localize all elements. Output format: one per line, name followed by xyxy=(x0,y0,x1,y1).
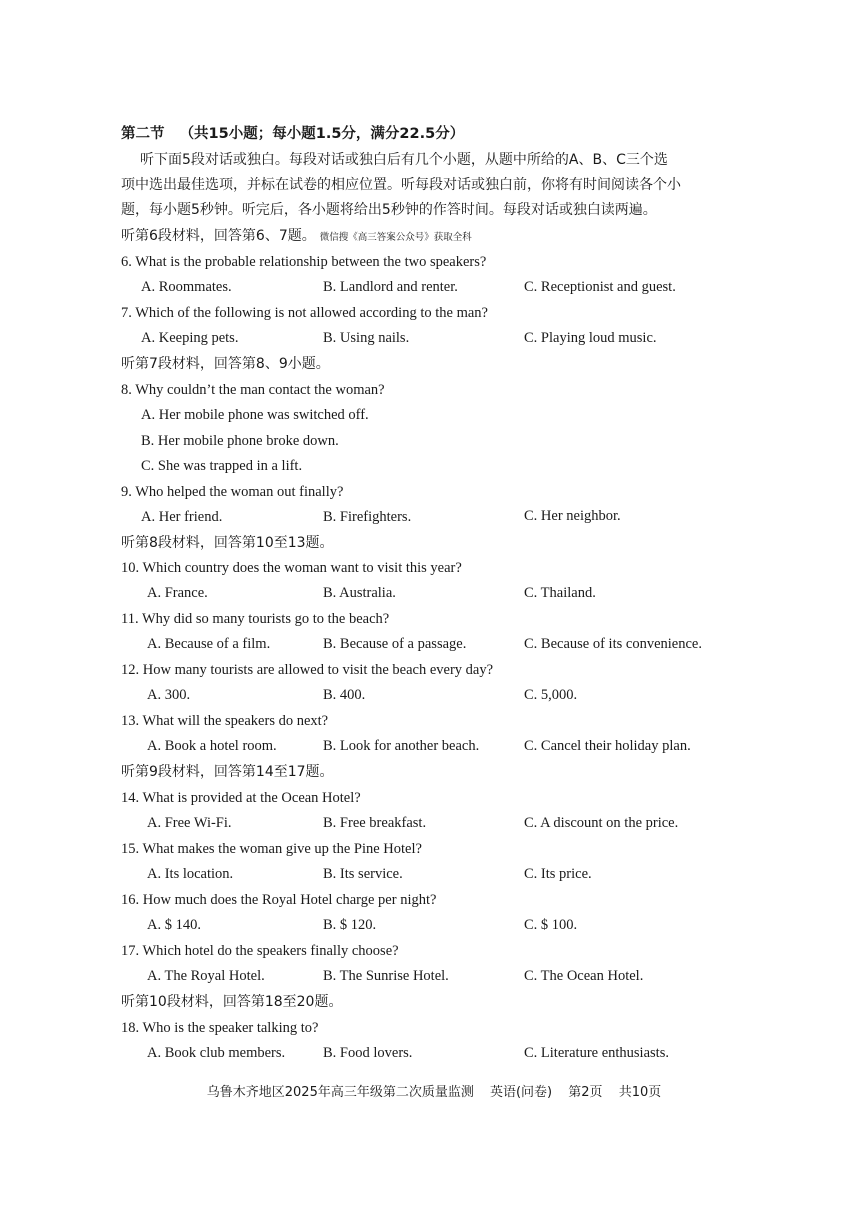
instruction-line-2: 项中选出最佳选项，并标在试卷的相应位置。听每段对话或独白前，你将有时间阅读各个小 xyxy=(121,177,681,193)
question-11-option-a: A. Because of a film. xyxy=(147,636,271,652)
question-8-option-c: C. She was trapped in a lift. xyxy=(141,458,303,474)
group-heading-text: 听第6段材料，回答第6、7题。 xyxy=(121,228,316,244)
question-8-option-b: B. Her mobile phone broke down. xyxy=(141,433,339,449)
question-6-option-a: A. Roommates. xyxy=(141,279,232,295)
question-18-option-a: A. Book club members. xyxy=(147,1045,286,1061)
section-title: 第二节 xyxy=(121,126,165,142)
question-16-stem: 16. How much does the Royal Hotel charge per night? xyxy=(121,892,437,908)
question-15-option-a: A. Its location. xyxy=(147,866,234,882)
section-header xyxy=(121,125,464,143)
group-heading-7: 听第7段材料，回答第8、9小题。 xyxy=(121,356,330,372)
question-14-option-c: C. A discount on the price. xyxy=(524,815,679,831)
instruction-line-1: 听下面5段对话或独白。每段对话或独白后有几个小题，从题中所给的A、B、C三个选 xyxy=(140,152,668,168)
question-11-stem: 11. Why did so many tourists go to the beach? xyxy=(121,611,390,627)
question-11-option-c: C. Because of its convenience. xyxy=(524,636,702,652)
question-6-option-c: C. Receptionist and guest. xyxy=(524,279,676,295)
question-17-option-c: C. The Ocean Hotel. xyxy=(524,968,644,984)
group-heading-10: 听第10段材料，回答第18至20题。 xyxy=(121,994,343,1010)
question-10-option-b: B. Australia. xyxy=(323,585,396,601)
question-18-stem: 18. Who is the speaker talking to? xyxy=(121,1020,319,1036)
question-18-option-b: B. Food lovers. xyxy=(323,1045,413,1061)
question-6-option-b: B. Landlord and renter. xyxy=(323,279,458,295)
question-6-stem: 6. What is the probable relationship between the two speakers? xyxy=(121,254,487,270)
group-heading-9: 听第9段材料，回答第14至17题。 xyxy=(121,764,334,780)
question-7-option-b: B. Using nails. xyxy=(323,330,410,346)
question-17-option-b: B. The Sunrise Hotel. xyxy=(323,968,449,984)
question-13-option-b: B. Look for another beach. xyxy=(323,738,480,754)
question-9-stem: 9. Who helped the woman out finally? xyxy=(121,484,344,500)
footer-exam-title: 乌鲁木齐地区2025年高三年级第二次质量监测 xyxy=(206,1085,474,1100)
question-13-option-c: C. Cancel their holiday plan. xyxy=(524,738,691,754)
question-12-option-a: A. 300. xyxy=(147,687,191,703)
question-10-option-c: C. Thailand. xyxy=(524,585,596,601)
question-17-stem: 17. Which hotel do the speakers finally choose? xyxy=(121,943,399,959)
question-12-option-c: C. 5,000. xyxy=(524,687,578,703)
question-16-option-b: B. $ 120. xyxy=(323,917,377,933)
question-15-stem: 15. What makes the woman give up the Pine Hotel? xyxy=(121,841,422,857)
question-16-option-a: A. $ 140. xyxy=(147,917,201,933)
question-16-option-c: C. $ 100. xyxy=(524,917,578,933)
question-15-option-c: C. Its price. xyxy=(524,866,592,882)
question-13-stem: 13. What will the speakers do next? xyxy=(121,713,329,729)
footer-subject: 英语(问卷) xyxy=(489,1085,553,1100)
watermark-note: 微信搜《高三答案公众号》获取全科 xyxy=(319,232,472,243)
section-subtitle: （共15小题；每小题1.5分，满分22.5分） xyxy=(179,126,465,142)
question-12-option-b: B. 400. xyxy=(323,687,366,703)
question-14-option-b: B. Free breakfast. xyxy=(323,815,427,831)
question-10-option-a: A. France. xyxy=(147,585,208,601)
page-footer xyxy=(0,1081,868,1100)
question-10-stem: 10. Which country does the woman want to visit this year? xyxy=(121,560,462,576)
group-heading-6 xyxy=(121,227,472,247)
question-7-option-c: C. Playing loud music. xyxy=(524,330,657,346)
footer-total-pages: 共10页 xyxy=(618,1085,662,1100)
question-8-option-a: A. Her mobile phone was switched off. xyxy=(141,407,369,423)
question-13-option-a: A. Book a hotel room. xyxy=(147,738,277,754)
question-14-option-a: A. Free Wi-Fi. xyxy=(147,815,232,831)
question-9-option-c: C. Her neighbor. xyxy=(524,508,621,524)
question-9-option-a: A. Her friend. xyxy=(141,509,223,525)
instruction-line-3: 题，每小题5秒钟。听完后，各小题将给出5秒钟的作答时间。每段对话或独白读两遍。 xyxy=(121,202,657,218)
question-12-stem: 12. How many tourists are allowed to visit the beach every day? xyxy=(121,662,494,678)
question-7-option-a: A. Keeping pets. xyxy=(141,330,239,346)
group-heading-8: 听第8段材料，回答第10至13题。 xyxy=(121,535,334,551)
question-15-option-b: B. Its service. xyxy=(323,866,403,882)
footer-page-number: 第2页 xyxy=(568,1085,603,1100)
question-7-stem: 7. Which of the following is not allowed according to the man? xyxy=(121,305,488,321)
question-18-option-c: C. Literature enthusiasts. xyxy=(524,1045,669,1061)
question-9-option-b: B. Firefighters. xyxy=(323,509,412,525)
question-14-stem: 14. What is provided at the Ocean Hotel? xyxy=(121,790,361,806)
question-17-option-a: A. The Royal Hotel. xyxy=(147,968,265,984)
question-11-option-b: B. Because of a passage. xyxy=(323,636,467,652)
question-8-stem: 8. Why couldn’t the man contact the woman? xyxy=(121,382,385,398)
